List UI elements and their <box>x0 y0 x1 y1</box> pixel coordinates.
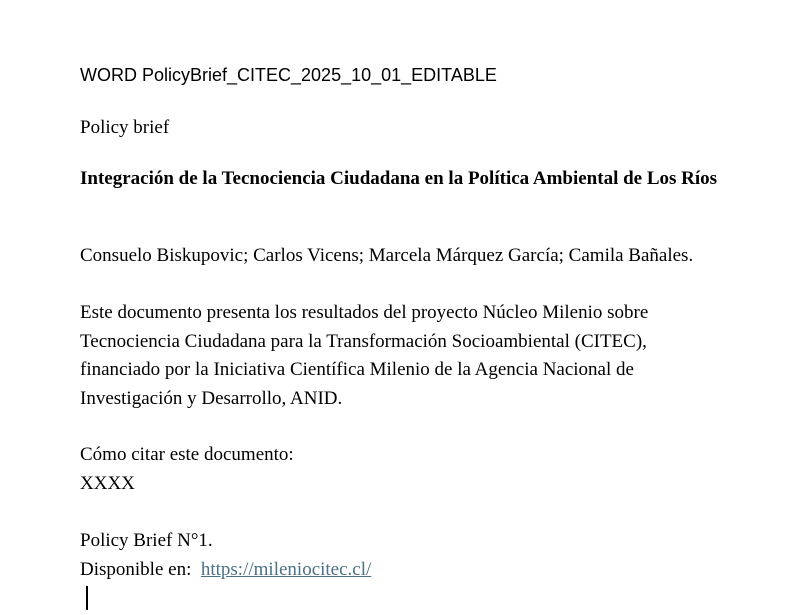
document-abstract <box>80 299 760 413</box>
availability-link[interactable]: https://mileniocitec.cl/ <box>200 558 372 580</box>
availability-label: Disponible en: <box>80 558 192 580</box>
text-cursor <box>86 586 88 610</box>
document-label: Policy brief <box>80 117 170 138</box>
availability-line <box>80 556 371 585</box>
citation-value: XXXX <box>80 472 135 494</box>
citation-block <box>80 441 294 498</box>
citation-heading: Cómo citar este documento: <box>80 444 294 465</box>
abstract-line: Este documento presenta los resultados del proyecto Núcleo Milenio sobre <box>80 302 649 323</box>
document-authors: Consuelo Biskupovic; Carlos Vicens; Marcela Márquez García; Camila Bañales. <box>80 245 694 266</box>
brief-number: Policy Brief N°1. <box>80 530 213 551</box>
document-filename: WORD PolicyBrief_CITEC_2025_10_01_EDITABLE <box>80 65 497 85</box>
brief-info-block <box>80 527 371 584</box>
abstract-line: financiado por la Iniciativa Científica Milenio de la Agencia Nacional de <box>80 359 634 380</box>
document-title: Integración de la Tecnociencia Ciudadana en la Política Ambiental de Los Ríos <box>80 168 718 189</box>
abstract-line: Tecnociencia Ciudadana para la Transformación Socioambiental (CITEC), <box>80 330 647 352</box>
abstract-line: Investigación y Desarrollo, ANID. <box>80 387 343 409</box>
